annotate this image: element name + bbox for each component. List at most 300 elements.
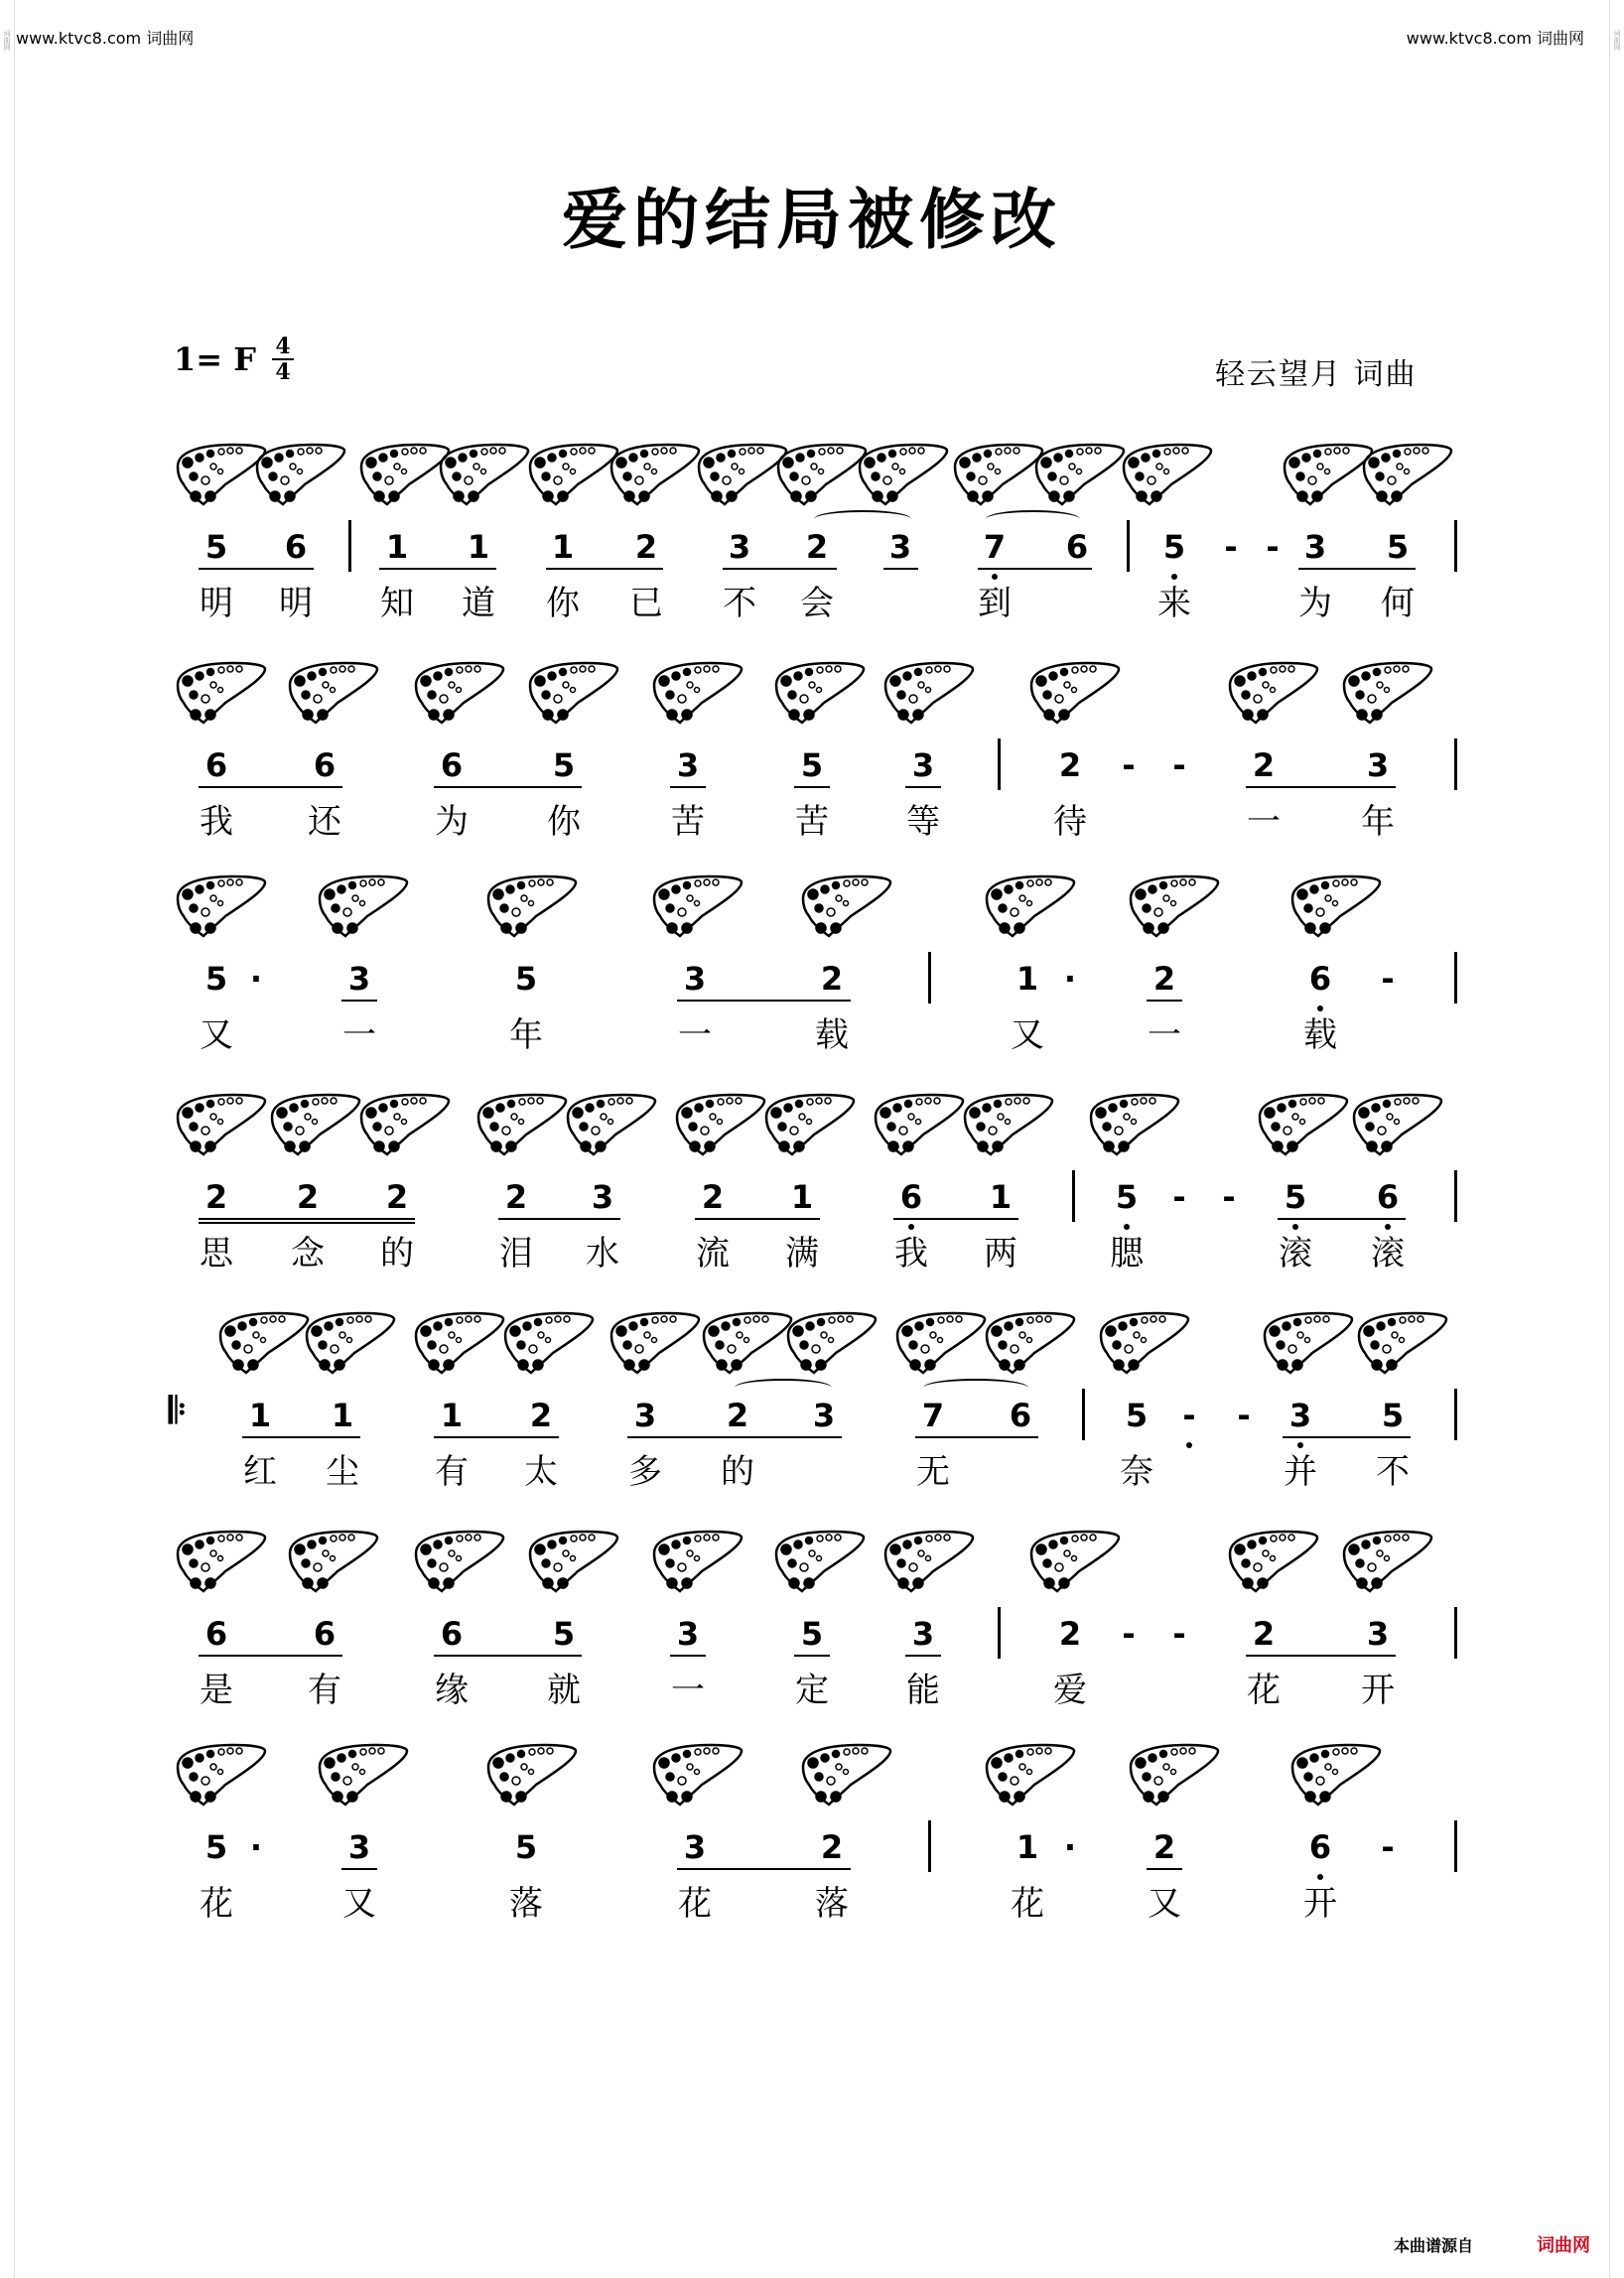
lyric: 定: [795, 1671, 829, 1710]
note: -: [1222, 1178, 1236, 1216]
note: 1: [1015, 960, 1039, 998]
note: 2: [1152, 1828, 1176, 1866]
note: -: [1237, 1397, 1251, 1434]
ocarina-fingering-icon: [1027, 655, 1122, 730]
tie-slur: [986, 510, 1080, 528]
lyric: 何: [1381, 584, 1415, 623]
lyric: 来: [1157, 584, 1191, 623]
composer-credit: 轻云望月 词曲: [1215, 357, 1418, 392]
lyric: 又: [1011, 1015, 1044, 1055]
time-top: 4: [275, 334, 291, 359]
score-row: [0, 1524, 1624, 1722]
note: 3: [683, 960, 707, 998]
note: -: [1172, 1178, 1186, 1216]
lyric: 载: [1303, 1015, 1337, 1055]
beam-underline: [723, 568, 837, 570]
note: 2: [726, 1397, 749, 1434]
note: 2: [1058, 746, 1082, 784]
ocarina-fingering-icon: [1360, 437, 1454, 511]
note: 2: [1058, 1615, 1082, 1653]
score-row: [0, 437, 1624, 635]
barline: [1454, 1170, 1457, 1222]
ocarina-fingering-icon: [983, 1737, 1077, 1811]
ocarina-fingering-icon: [357, 1087, 452, 1161]
lyric: 一: [342, 1015, 376, 1055]
ocarina-fingering-icon: [526, 1524, 620, 1598]
note: 1: [331, 1397, 354, 1434]
ocarina-fingering-icon: [1288, 1737, 1383, 1811]
beam-underline: [670, 786, 706, 788]
beam-underline: [794, 1655, 830, 1657]
tie-slur: [814, 510, 911, 528]
lyric: 还: [308, 802, 341, 842]
ocarina-fingering-icon: [799, 1737, 893, 1811]
lyric: 待: [1053, 802, 1087, 842]
lyric: 并: [1284, 1452, 1317, 1492]
ocarina-fingering-icon: [774, 437, 869, 511]
score-row: [0, 655, 1624, 854]
lyric: 到: [978, 584, 1012, 623]
note: 1: [467, 528, 490, 566]
beam-underline: [915, 1436, 1038, 1438]
note: 3: [1271, 1397, 1330, 1434]
note: 5: [1097, 1178, 1156, 1216]
time-bottom: 4: [275, 359, 291, 385]
lyric: 道: [462, 584, 495, 623]
note: ·: [249, 1828, 263, 1866]
ocarina-fingering-icon: [1340, 655, 1434, 730]
ocarina-fingering-icon: [484, 869, 579, 943]
note: 3: [812, 1397, 836, 1434]
note: 3: [676, 1615, 700, 1653]
note: 5: [1125, 1397, 1149, 1434]
beam-underline: [199, 1222, 415, 1224]
barline: [1454, 1607, 1457, 1659]
lyric: 水: [586, 1234, 619, 1273]
ocarina-fingering-icon: [650, 1737, 744, 1811]
ocarina-fingering-icon: [893, 1305, 988, 1380]
ocarina-fingering-icon: [174, 1087, 268, 1161]
note: 6: [204, 746, 228, 784]
lyric: 不: [723, 584, 756, 623]
ocarina-fingering-icon: [437, 437, 531, 511]
note: 7: [921, 1397, 945, 1434]
note: 3: [1366, 746, 1390, 784]
note: ·: [249, 960, 263, 998]
note: -: [1122, 746, 1136, 784]
note: 6: [284, 528, 308, 566]
note: 5: [552, 746, 576, 784]
lyric: 流: [696, 1234, 730, 1273]
left-margin-watermark: 词曲网: [0, 0, 15, 2278]
note: 1: [1015, 1828, 1039, 1866]
ocarina-fingering-icon: [286, 655, 380, 730]
ocarina-fingering-icon: [772, 655, 867, 730]
ocarina-fingering-icon: [474, 1087, 569, 1161]
ocarina-fingering-icon: [253, 437, 347, 511]
lyric: 我: [200, 802, 233, 842]
lyric: 等: [906, 802, 940, 842]
lyric: 又: [342, 1884, 376, 1924]
note: 2: [1152, 960, 1176, 998]
lyric: 已: [629, 584, 663, 623]
ocarina-fingering-icon: [799, 869, 893, 943]
note: 6: [1358, 1178, 1418, 1216]
note: 3: [888, 528, 912, 566]
note: 2: [296, 1178, 320, 1216]
note: -: [1266, 528, 1280, 566]
beam-underline: [1283, 1436, 1411, 1438]
beam-underline: [1298, 568, 1416, 570]
ocarina-fingering-icon: [983, 869, 1077, 943]
barline: [1454, 738, 1457, 790]
note: 2: [385, 1178, 409, 1216]
ocarina-fingering-icon: [1127, 869, 1221, 943]
note: 3: [676, 746, 700, 784]
tie-slur: [923, 1379, 1028, 1397]
note: 2: [1252, 746, 1276, 784]
ocarina-fingering-icon: [650, 1524, 744, 1598]
note: 1: [440, 1397, 464, 1434]
note: 5: [204, 960, 228, 998]
barline: [1454, 952, 1457, 1004]
barline: [348, 520, 351, 572]
lyric: 明: [279, 584, 313, 623]
ocarina-fingering-icon: [881, 1524, 976, 1598]
lyric: 有: [435, 1452, 469, 1492]
beam-underline: [794, 786, 830, 788]
note: ·: [1063, 1828, 1077, 1866]
beam-underline: [978, 568, 1092, 570]
lyric: 又: [1148, 1884, 1181, 1924]
ocarina-fingering-icon: [216, 1305, 311, 1380]
barline: [1454, 1389, 1457, 1440]
beam-underline: [670, 1655, 706, 1657]
note: -: [1381, 960, 1395, 998]
lyric: 苦: [795, 802, 829, 842]
note: 3: [911, 1615, 935, 1653]
lyric: 思: [200, 1234, 233, 1273]
lyric: 滚: [1279, 1234, 1312, 1273]
note: 2: [204, 1178, 228, 1216]
beam-underline: [199, 1218, 415, 1220]
barline: [1454, 1820, 1457, 1872]
note: 6: [204, 1615, 228, 1653]
ocarina-fingering-icon: [1226, 1524, 1320, 1598]
note: -: [1172, 746, 1186, 784]
lyric: 不: [1376, 1452, 1410, 1492]
lyric: 泪: [499, 1234, 533, 1273]
beam-underline: [1147, 1000, 1182, 1002]
ocarina-fingering-icon: [700, 1305, 794, 1380]
ocarina-fingering-icon: [1127, 1737, 1221, 1811]
note: 3: [347, 960, 371, 998]
lyric: 太: [524, 1452, 558, 1492]
ocarina-fingering-icon: [526, 655, 620, 730]
ocarina-fingering-icon: [412, 655, 506, 730]
lyric: 尘: [326, 1452, 359, 1492]
lyric: 多: [628, 1452, 662, 1492]
lyric: 明: [200, 584, 233, 623]
note: 3: [911, 746, 935, 784]
beam-underline: [546, 568, 663, 570]
note: 6: [313, 746, 337, 784]
ocarina-fingering-icon: [784, 1305, 879, 1380]
lyric: 有: [308, 1671, 341, 1710]
repeat-sign: 𝄆: [169, 1391, 187, 1431]
ocarina-fingering-icon: [1350, 1087, 1444, 1161]
ocarina-fingering-icon: [501, 1305, 596, 1380]
beam-underline: [1246, 786, 1396, 788]
ocarina-fingering-icon: [772, 1524, 867, 1598]
beam-underline: [434, 1436, 559, 1438]
note: -: [1159, 1397, 1219, 1434]
note: 3: [1303, 528, 1327, 566]
beam-underline: [905, 786, 941, 788]
ocarina-fingering-icon: [268, 1087, 362, 1161]
ocarina-fingering-icon: [650, 655, 744, 730]
lyric: 一: [1247, 802, 1281, 842]
note: 2: [820, 1828, 844, 1866]
ocarina-fingering-icon: [564, 1087, 658, 1161]
beam-underline: [1246, 1655, 1396, 1657]
beam-underline: [199, 1655, 342, 1657]
score-row: [0, 869, 1624, 1067]
lyric: 的: [380, 1234, 414, 1273]
barline: [1127, 520, 1130, 572]
note: 5: [514, 1828, 538, 1866]
score-row: [0, 1087, 1624, 1285]
ocarina-fingering-icon: [484, 1737, 579, 1811]
beam-underline: [341, 1868, 377, 1870]
note: 6: [1009, 1397, 1032, 1434]
lyric: 就: [547, 1671, 581, 1710]
barline: [1072, 1170, 1075, 1222]
ocarina-fingering-icon: [174, 1524, 268, 1598]
note: -: [1172, 1615, 1186, 1653]
lyric: 腮: [1110, 1234, 1144, 1273]
ocarina-fingering-icon: [526, 437, 620, 511]
lyric: 落: [509, 1884, 543, 1924]
beam-underline: [242, 1436, 360, 1438]
ocarina-fingering-icon: [762, 1087, 857, 1161]
lyric: 年: [1361, 802, 1395, 842]
ocarina-fingering-icon: [286, 1524, 380, 1598]
ocarina-fingering-icon: [316, 1737, 410, 1811]
ocarina-fingering-icon: [961, 1087, 1055, 1161]
song-title: 爱的结局被修改: [562, 181, 1062, 258]
note: 1: [551, 528, 575, 566]
beam-underline: [695, 1218, 820, 1220]
beam-underline: [893, 1218, 1018, 1220]
barline: [998, 1607, 1001, 1659]
ocarina-fingering-icon: [412, 1524, 506, 1598]
lyric: 一: [1148, 1015, 1181, 1055]
header-right[interactable]: www.ktvc8.com 词曲网: [1406, 29, 1584, 48]
note: 6: [1290, 960, 1350, 998]
note: 6: [1065, 528, 1089, 566]
note: ·: [1063, 960, 1077, 998]
lyric: 念: [291, 1234, 325, 1273]
ocarina-fingering-icon: [1261, 1305, 1355, 1380]
barline: [1082, 1389, 1085, 1440]
lyric: 你: [547, 802, 581, 842]
beam-underline: [434, 786, 582, 788]
lyric: 载: [815, 1015, 849, 1055]
lyric: 又: [200, 1015, 233, 1055]
lyric: 花: [678, 1884, 712, 1924]
note: 2: [504, 1178, 528, 1216]
note: 1: [248, 1397, 272, 1434]
ocarina-fingering-icon: [303, 1305, 397, 1380]
lyric: 一: [678, 1015, 712, 1055]
note: 5: [1381, 1397, 1405, 1434]
note: 6: [881, 1178, 941, 1216]
ocarina-fingering-icon: [1097, 1305, 1191, 1380]
note: -: [1381, 1828, 1395, 1866]
note: 5: [514, 960, 538, 998]
lyric: 花: [1247, 1671, 1281, 1710]
note: 3: [591, 1178, 614, 1216]
lyric: 苦: [671, 802, 705, 842]
lyric: 花: [1011, 1884, 1044, 1924]
note: 1: [385, 528, 409, 566]
beam-underline: [379, 568, 496, 570]
ocarina-fingering-icon: [412, 1305, 506, 1380]
beam-underline: [677, 1000, 851, 1002]
ocarina-fingering-icon: [856, 437, 950, 511]
note: 3: [683, 1828, 707, 1866]
note: -: [1224, 528, 1238, 566]
score-row: [0, 1305, 1624, 1504]
lyric: 是: [200, 1671, 233, 1710]
ocarina-fingering-icon: [983, 1305, 1077, 1380]
lyric: 一: [671, 1671, 705, 1710]
note: -: [1122, 1615, 1136, 1653]
key-signature: 1= F: [174, 340, 256, 378]
beam-underline: [883, 568, 918, 570]
beam-underline: [199, 568, 314, 570]
ocarina-fingering-icon: [316, 869, 410, 943]
note: 5: [204, 528, 228, 566]
lyric: 会: [800, 584, 834, 623]
note: 3: [347, 1828, 371, 1866]
note: 7: [965, 528, 1024, 566]
beam-underline: [677, 1868, 851, 1870]
barline: [928, 1820, 931, 1872]
ocarina-fingering-icon: [650, 869, 744, 943]
beam-underline: [341, 1000, 377, 1002]
lyric: 我: [894, 1234, 928, 1273]
ocarina-fingering-icon: [951, 437, 1045, 511]
ocarina-fingering-icon: [1226, 655, 1320, 730]
lyric: 年: [509, 1015, 543, 1055]
note: 2: [1252, 1615, 1276, 1653]
lyric: 知: [380, 584, 414, 623]
ocarina-fingering-icon: [1087, 1087, 1181, 1161]
ocarina-fingering-icon: [174, 869, 268, 943]
ocarina-fingering-icon: [174, 655, 268, 730]
lyric: 开: [1303, 1884, 1337, 1924]
lyric: 开: [1361, 1671, 1395, 1710]
right-margin-watermark: 词曲网: [1609, 0, 1624, 2278]
ocarina-fingering-icon: [1032, 437, 1127, 511]
lyric: 奈: [1120, 1452, 1153, 1492]
ocarina-fingering-icon: [872, 1087, 966, 1161]
note: 5: [204, 1828, 228, 1866]
note: 1: [790, 1178, 814, 1216]
ocarina-fingering-icon: [608, 437, 702, 511]
note: 5: [800, 746, 824, 784]
barline: [1454, 520, 1457, 572]
lyric: 能: [906, 1671, 940, 1710]
note: 5: [552, 1615, 576, 1653]
note: 2: [529, 1397, 553, 1434]
lyric: 你: [546, 584, 580, 623]
note: 6: [1290, 1828, 1350, 1866]
note: 2: [634, 528, 658, 566]
barline: [998, 738, 1001, 790]
lyric: 为: [1298, 584, 1332, 623]
time-signature: [272, 335, 294, 383]
ocarina-fingering-icon: [1256, 1087, 1350, 1161]
ocarina-fingering-icon: [174, 1737, 268, 1811]
ocarina-fingering-icon: [1340, 1524, 1434, 1598]
note: 2: [701, 1178, 725, 1216]
beam-underline: [498, 1218, 620, 1220]
note: 5: [1145, 528, 1204, 566]
footer-logo[interactable]: 词曲网: [1537, 2235, 1590, 2256]
ocarina-fingering-icon: [608, 1305, 702, 1380]
footer-source: 本曲谱源自: [1394, 2236, 1474, 2255]
octave-dot: [1186, 1442, 1192, 1448]
score-row: [0, 1737, 1624, 1936]
lyric: 滚: [1371, 1234, 1405, 1273]
lyric: 落: [815, 1884, 849, 1924]
ocarina-fingering-icon: [881, 655, 976, 730]
note: 2: [820, 960, 844, 998]
note: 1: [989, 1178, 1013, 1216]
note: 3: [633, 1397, 657, 1434]
ocarina-fingering-icon: [1288, 869, 1383, 943]
lyric: 为: [435, 802, 469, 842]
note: 6: [313, 1615, 337, 1653]
beam-underline: [434, 1655, 582, 1657]
tie-slur: [735, 1379, 832, 1397]
ocarina-fingering-icon: [1355, 1305, 1449, 1380]
lyric: 两: [984, 1234, 1017, 1273]
lyric: 爱: [1053, 1671, 1087, 1710]
lyric: 无: [916, 1452, 950, 1492]
note: 5: [1386, 528, 1410, 566]
lyric: 红: [243, 1452, 277, 1492]
header-left[interactable]: www.ktvc8.com 词曲网: [16, 29, 195, 48]
note: 6: [440, 1615, 464, 1653]
beam-underline: [627, 1436, 842, 1438]
ocarina-fingering-icon: [1027, 1524, 1122, 1598]
lyric: 满: [785, 1234, 819, 1273]
note: 3: [728, 528, 751, 566]
lyric: 缘: [435, 1671, 469, 1710]
lyric: 花: [200, 1884, 233, 1924]
ocarina-fingering-icon: [1120, 437, 1214, 511]
beam-underline: [1278, 1218, 1406, 1220]
beam-underline: [1147, 1868, 1182, 1870]
ocarina-fingering-icon: [673, 1087, 767, 1161]
beam-underline: [905, 1655, 941, 1657]
note: 5: [800, 1615, 824, 1653]
note: 5: [1266, 1178, 1325, 1216]
